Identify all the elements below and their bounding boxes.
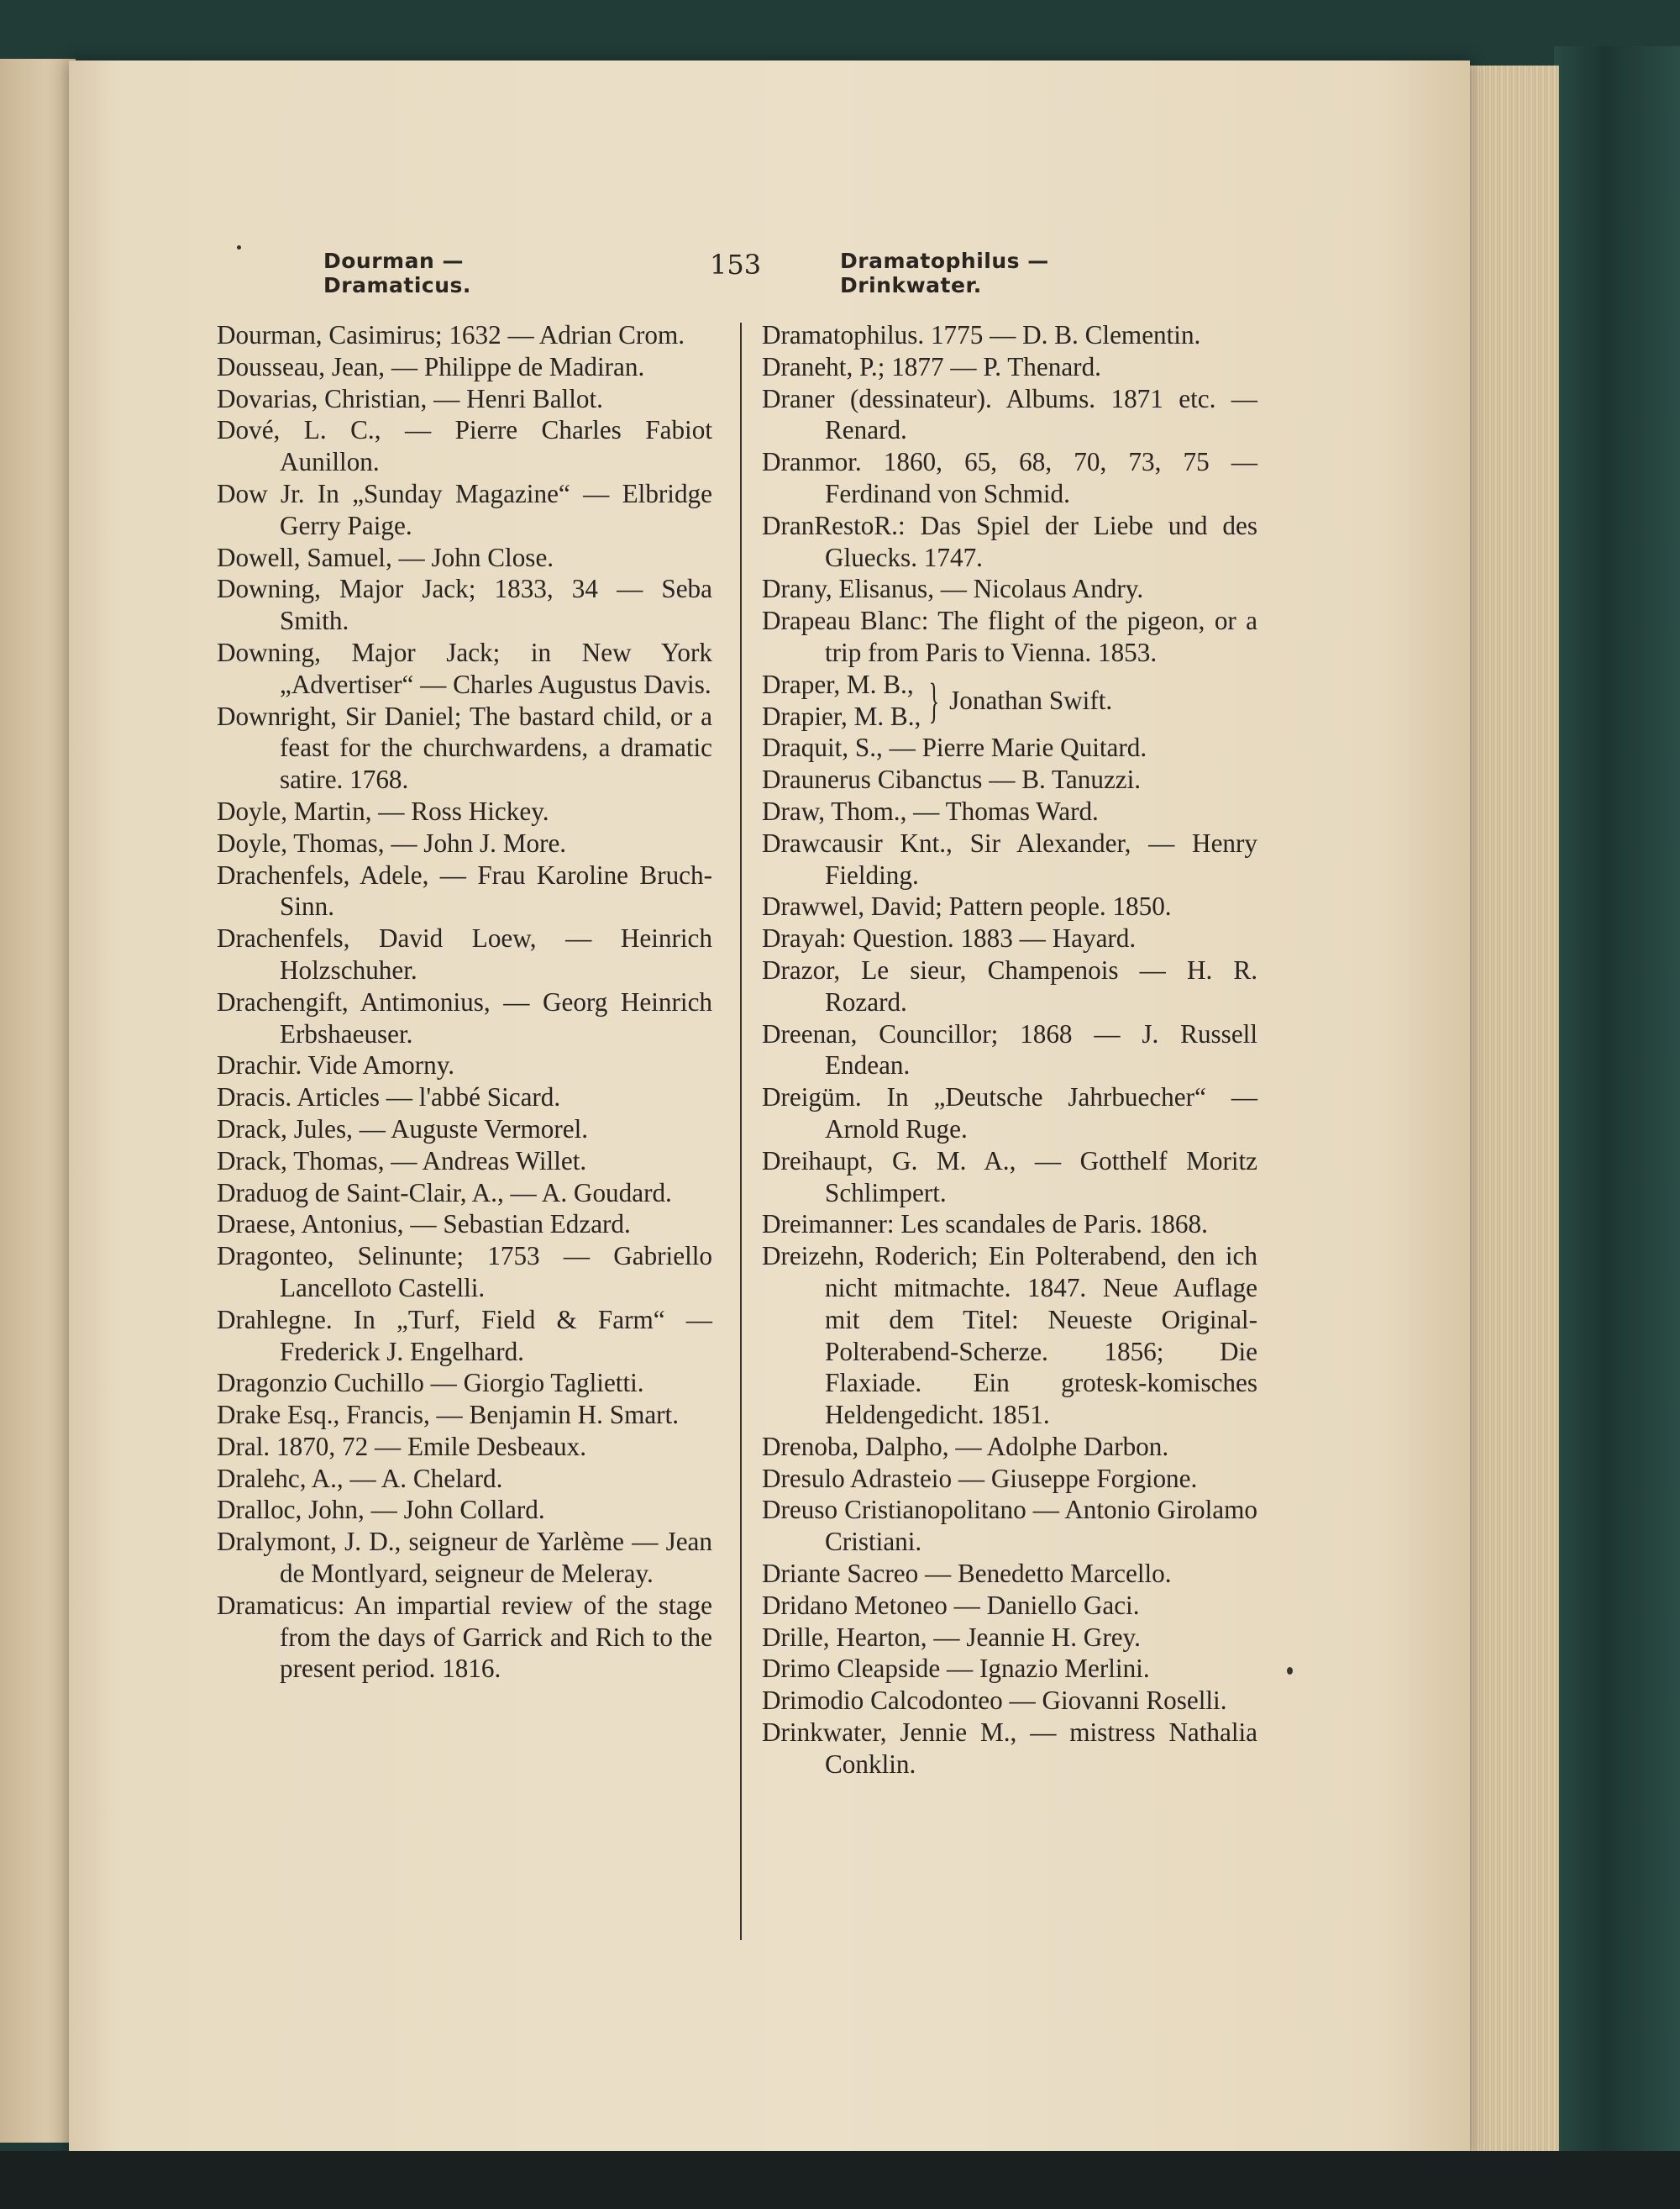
brace-glyph: } xyxy=(928,672,940,728)
column-divider xyxy=(740,323,742,1940)
ink-speck xyxy=(237,245,241,250)
entry: Drinkwater, Jennie M., — mistress Nathalia Conklin. xyxy=(762,1717,1257,1779)
entry: Drapeau Blanc: The flight of the pigeon, or a trip from Paris to Vienna. 1853. xyxy=(762,606,1257,667)
entry: Driante Sacreo — Benedetto Marcello. xyxy=(762,1559,1172,1589)
background-bottom xyxy=(0,2151,1680,2209)
entry: Drayah: Question. 1883 — Hayard. xyxy=(762,923,1137,954)
entry: Dreenan, Councillor; 1868 — J. Russell Endean. xyxy=(762,1018,1257,1081)
entry: Dramaticus: An impartial review of the stage from the days of Garrick and Rich to the present period. 1816. xyxy=(217,1590,712,1684)
entry: Dralymont, J. D., seigneur de Yarlème — Jean de Montlyard, seigneur de Meleray. xyxy=(217,1527,712,1589)
entry: Drack, Thomas, — Andreas Willet. xyxy=(217,1145,587,1176)
facing-page-edge xyxy=(0,59,76,2143)
entry: Drawwel, David; Pattern people. 1850. xyxy=(762,891,1172,922)
ink-speck xyxy=(1287,1667,1293,1675)
running-head-left: Dourman — Dramaticus. xyxy=(323,249,471,297)
entry: Drack, Jules, — Auguste Vermorel. xyxy=(217,1113,589,1144)
entry: Doyle, Thomas, — John J. More. xyxy=(217,828,567,858)
entry: Dowell, Samuel, — John Close. xyxy=(217,542,554,572)
entry: Dracis. Articles — l'abbé Sicard. xyxy=(217,1082,561,1112)
entry: Drille, Hearton, — Jeannie H. Grey. xyxy=(762,1622,1141,1652)
entry: Drazor, Le sieur, Champenois — H. R. Rozard. xyxy=(762,955,1257,1017)
entry: Dousseau, Jean, — Philippe de Madiran. xyxy=(217,351,645,381)
entry: Downright, Sir Daniel; The bastard child, or a feast for the churchwardens, a dramatic satire. 1768. xyxy=(217,701,712,795)
entry: Downing, Major Jack; 1833, 34 — Seba Smith. xyxy=(217,574,712,636)
entry: Dourman, Casimirus; 1632 — Adrian Crom. xyxy=(217,320,685,350)
entry: Drapier, M. B., xyxy=(762,701,921,731)
entry: Dreimanner: Les scandales de Paris. 1868. xyxy=(762,1209,1208,1239)
entry: Dramatophilus. 1775 — D. B. Clementin. xyxy=(762,320,1201,350)
entry: Draese, Antonius, — Sebastian Edzard. xyxy=(217,1209,631,1239)
entry: Dresulo Adrasteio — Giuseppe Forgione. xyxy=(762,1463,1198,1493)
entry: Drachir. Vide Amorny. xyxy=(217,1050,455,1081)
draper-target: Jonathan Swift. xyxy=(949,685,1113,715)
entry: Dow Jr. In „Sunday Magazine“ — Elbridge Gerry Paige. xyxy=(217,478,712,540)
entry: Draquit, S., — Pierre Marie Quitard. xyxy=(762,733,1147,763)
entry: Drawcausir Knt., Sir Alexander, — Henry Fielding. xyxy=(762,828,1257,890)
entry: Draper, M. B., xyxy=(762,669,914,699)
left-column xyxy=(217,319,712,1685)
entry: Draneht, P.; 1877 — P. Thenard. xyxy=(762,351,1101,381)
entry: Draner (dessinateur). Albums. 1871 etc. — Renard. xyxy=(762,383,1257,445)
entry: Downing, Major Jack; in New York „Advertiser“ — Charles Augustus Davis. xyxy=(217,637,712,699)
entry: Doyle, Martin, — Ross Hickey. xyxy=(217,796,549,826)
entry: Drenoba, Dalpho, — Adolphe Darbon. xyxy=(762,1431,1169,1461)
entry: Drachenfels, David Loew, — Heinrich Holzschuher. xyxy=(217,923,712,985)
entry: Dranmor. 1860, 65, 68, 70, 73, 75 — Ferdinand von Schmid. xyxy=(762,447,1257,508)
entry: Dridano Metoneo — Daniello Gaci. xyxy=(762,1590,1140,1620)
entry: Dral. 1870, 72 — Emile Desbeaux. xyxy=(217,1431,586,1461)
draper-entry-group xyxy=(762,669,1257,733)
draper-names xyxy=(762,669,921,733)
entry: Drake Esq., Francis, — Benjamin H. Smart. xyxy=(217,1400,680,1430)
entry: Dreihaupt, G. M. A., — Gotthelf Moritz Schlimpert. xyxy=(762,1145,1257,1207)
entry: Drimo Cleapside — Ignazio Merlini. xyxy=(762,1654,1150,1684)
entry: Drahlegne. In „Turf, Field & Farm“ — Frederick J. Engelhard. xyxy=(217,1304,712,1366)
entry: Dreuso Cristianopolitano — Antonio Girolamo Cristiani. xyxy=(762,1495,1257,1557)
entry: Dovarias, Christian, — Henri Ballot. xyxy=(217,383,603,413)
entry: Dreigüm. In „Deutsche Jahrbuecher“ — Arnold Ruge. xyxy=(762,1082,1257,1144)
entry: Dragonteo, Selinunte; 1753 — Gabriello Lancelloto Castelli. xyxy=(217,1241,712,1302)
book-cover xyxy=(1554,46,1680,2164)
entry: Drachengift, Antimonius, — Georg Heinrich Erbshaeuser. xyxy=(217,986,712,1049)
entry: Drimodio Calcodonteo — Giovanni Roselli. xyxy=(762,1686,1227,1716)
entry: Dralehc, A., — A. Chelard. xyxy=(217,1463,503,1493)
entry: Draw, Thom., — Thomas Ward. xyxy=(762,796,1099,826)
entry: Drachenfels, Adele, — Frau Karoline Bruch-Sinn. xyxy=(217,860,712,922)
background-top xyxy=(0,0,1680,67)
entry: Dragonzio Cuchillo — Giorgio Taglietti. xyxy=(217,1368,644,1398)
page-edges xyxy=(1468,66,1559,2158)
entry: Drany, Elisanus, — Nicolaus Andry. xyxy=(762,574,1144,604)
right-column xyxy=(762,319,1257,1780)
entry: Dové, L. C., — Pierre Charles Fabiot Aunillon. xyxy=(217,415,712,477)
running-head-right: Dramatophilus — Drinkwater. xyxy=(840,249,1049,297)
page-number: 153 xyxy=(710,249,762,281)
entry: Dreizehn, Roderich; Ein Polterabend, den ich nicht mitmachte. 1847. Neue Auflage mit dem Titel: Neueste Original-Polterabend-Scherze. 1856; Die Flaxiade. Ein grotesk-komisches Heldengedicht. 1851. xyxy=(762,1241,1257,1430)
entry: Draduog de Saint-Clair, A., — A. Goudard. xyxy=(217,1177,672,1207)
entry: Dralloc, John, — John Collard. xyxy=(217,1495,545,1525)
entry: DranRestoR.: Das Spiel der Liebe und des Gluecks. 1747. xyxy=(762,510,1257,572)
entry: Draunerus Cibanctus — B. Tanuzzi. xyxy=(762,765,1142,795)
